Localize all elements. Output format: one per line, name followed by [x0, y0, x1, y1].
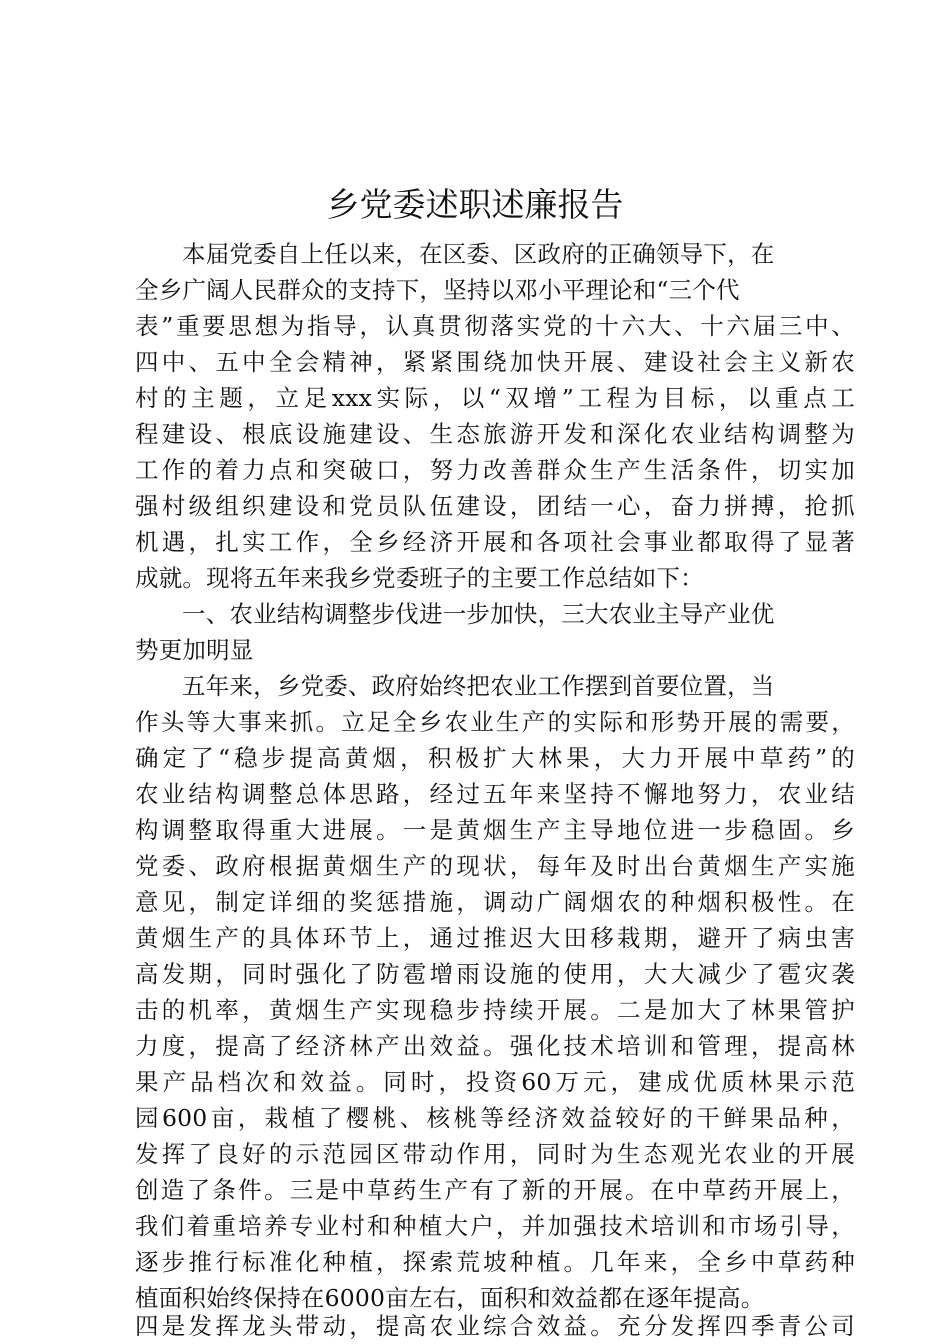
text-line: 作头等大事来抓。立足全乡农业生产的实际和形势开展的需要， [135, 708, 855, 736]
text-line: 果产品档次和效益。同时，投资60万元，建成优质林果示范 [135, 1068, 855, 1096]
text-line: 机遇，扎实工作，全乡经济开展和各项社会事业都取得了显著 [135, 528, 855, 556]
text-line: 工作的着力点和突破口，努力改善群众生产生活条件，切实加 [135, 456, 855, 484]
text-line: 村的主题，立足xxx实际，以“双增”工程为目标，以重点工 [135, 384, 855, 412]
text-line: 意见，制定详细的奖惩措施，调动广阔烟农的种烟积极性。在 [135, 888, 855, 916]
text-line: 成就。现将五年来我乡党委班子的主要工作总结如下： [135, 564, 704, 592]
text-line: 全乡广阔人民群众的支持下，坚持以邓小平理论和“三个代 [135, 276, 740, 304]
text-line: 黄烟生产的具体环节上，通过推迟大田移栽期，避开了病虫害 [135, 924, 855, 952]
text-line: 四是发挥龙头带动，提高农业综合效益。充分发挥四季青公司 [135, 1312, 855, 1340]
text-line: 程建设、根底设施建设、生态旅游开发和深化农业结构调整为 [135, 420, 855, 448]
section-heading: 一、农业结构调整步伐进一步加快，三大农业主导产业优 [182, 600, 775, 628]
text-line: 构调整取得重大进展。一是黄烟生产主导地位进一步稳固。乡 [135, 816, 855, 844]
text-line: 表”重要思想为指导，认真贯彻落实党的十六大、十六届三中、 [135, 312, 855, 340]
text-line: 高发期，同时强化了防雹增雨设施的使用，大大减少了雹灾袭 [135, 960, 855, 988]
text-line: 我们着重培养专业村和种植大户，并加强技术培训和市场引导， [135, 1212, 855, 1240]
text-line: 农业结构调整总体思路，经过五年来坚持不懈地努力，农业结 [135, 780, 855, 808]
section-heading: 势更加明显 [135, 636, 254, 664]
document-title: 乡党委述职述廉报告 [326, 185, 624, 224]
text-line: 发挥了良好的示范园区带动作用，同时为生态观光农业的开展 [135, 1140, 855, 1168]
text-line: 确定了“稳步提高黄烟，积极扩大林果，大力开展中草药”的 [135, 744, 855, 772]
text-line: 力度，提高了经济林产出效益。强化技术培训和管理，提高林 [135, 1032, 855, 1060]
text-line: 植面积始终保持在6000亩左右，面积和效益都在逐年提高。 [135, 1284, 765, 1312]
text-line: 本届党委自上任以来，在区委、区政府的正确领导下，在 [182, 240, 775, 268]
text-line: 园600亩，栽植了樱桃、核桃等经济效益较好的干鲜果品种， [135, 1104, 855, 1132]
text-line: 击的机率，黄烟生产实现稳步持续开展。二是加大了林果管护 [135, 996, 855, 1024]
text-line: 强村级组织建设和党员队伍建设，团结一心，奋力拼搏，抢抓 [135, 492, 855, 520]
text-line: 党委、政府根据黄烟生产的现状，每年及时出台黄烟生产实施 [135, 852, 855, 880]
text-line: 五年来，乡党委、政府始终把农业工作摆到首要位置，当 [182, 672, 775, 700]
text-line: 创造了条件。三是中草药生产有了新的开展。在中草药开展上， [135, 1176, 855, 1204]
text-line: 四中、五中全会精神，紧紧围绕加快开展、建设社会主义新农 [135, 348, 855, 376]
text-line: 逐步推行标准化种植，探索荒坡种植。几年来，全乡中草药种 [135, 1248, 855, 1276]
